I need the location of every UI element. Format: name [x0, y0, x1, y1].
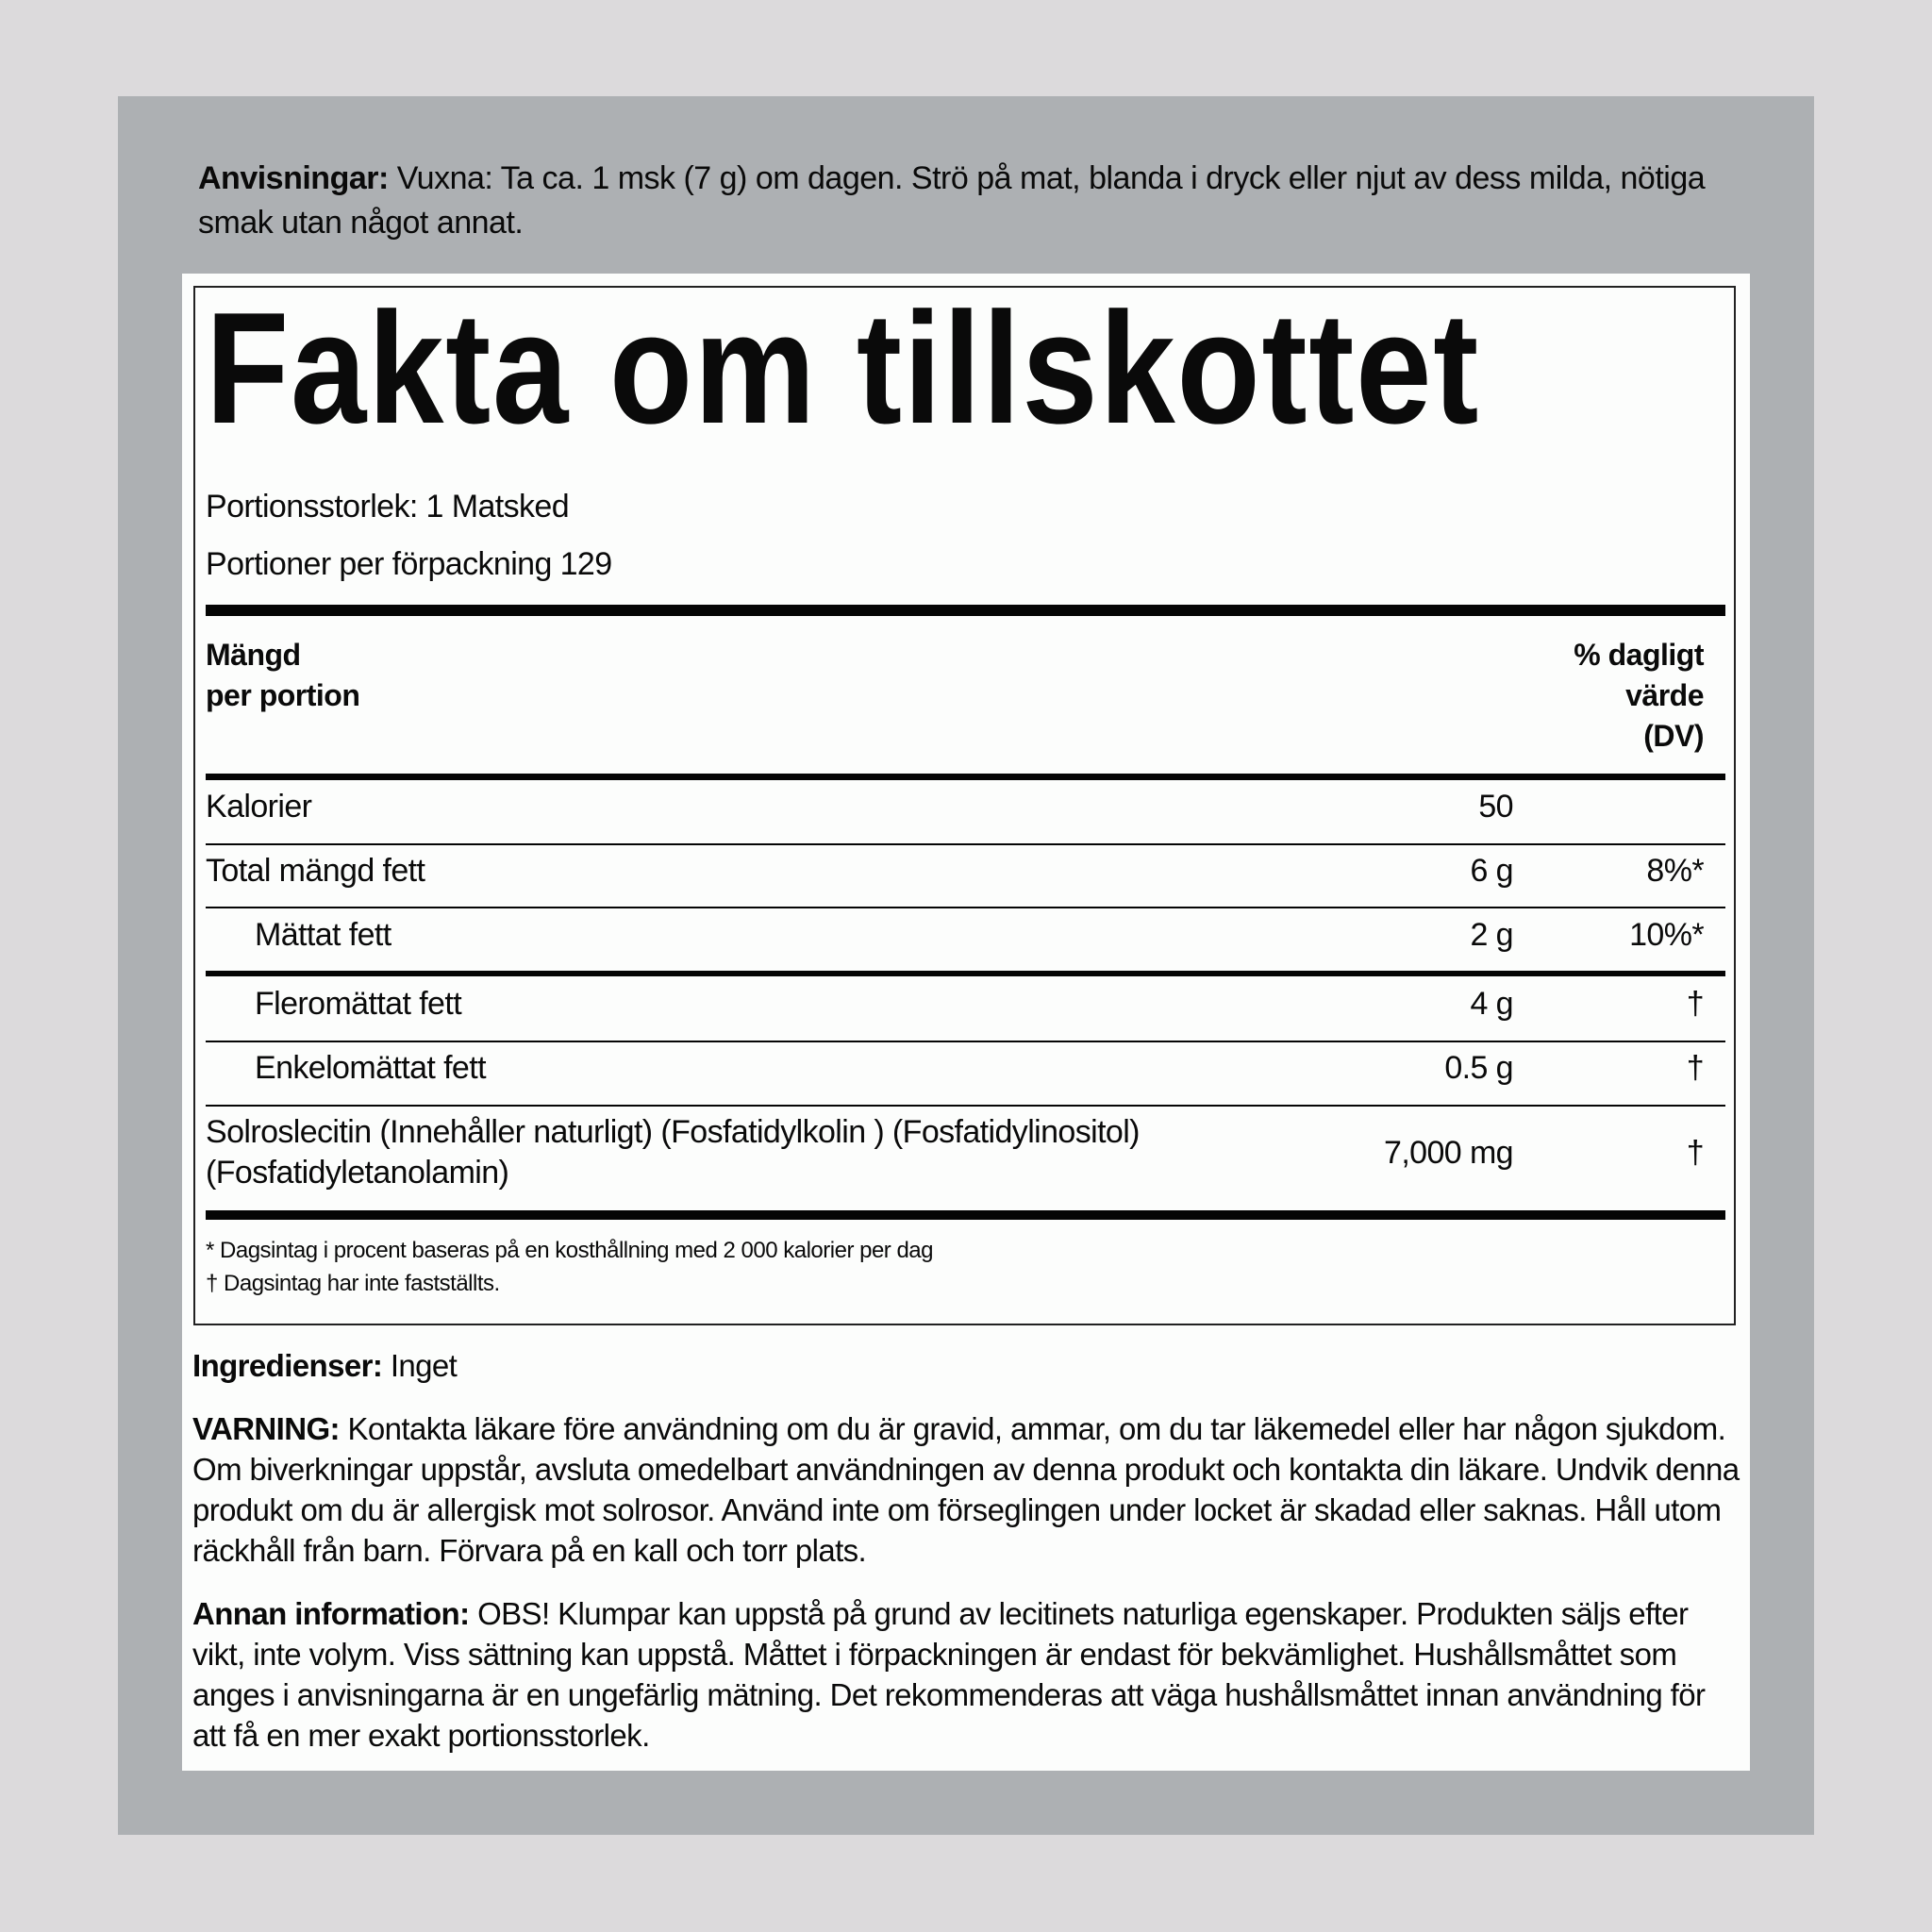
ingredients-text: Inget	[382, 1348, 458, 1383]
header-dv-line2: värde	[1625, 678, 1704, 712]
row-amount: 7,000 mg	[1384, 1135, 1513, 1171]
row-name: Enkelomättat fett	[255, 1050, 486, 1086]
row-dv: †	[1686, 986, 1704, 1022]
facts-title: Fakta om tillskottet	[206, 279, 1481, 457]
footnote-dagger: † Dagsintag har inte fastställts.	[206, 1271, 500, 1296]
servings-per-container: Portioner per förpackning 129	[206, 546, 612, 582]
divider-thin	[206, 843, 1725, 845]
other-info-label: Annan information:	[192, 1596, 470, 1631]
row-dv: 10%*	[1629, 917, 1704, 953]
divider-mid	[206, 774, 1725, 780]
directions-body: Vuxna: Ta ca. 1 msk (7 g) om dagen. Strö på mat, blanda i dryck eller njut av dess milda, nötiga smak utan något annat.	[198, 160, 1706, 241]
row-amount: 50	[1478, 789, 1513, 824]
divider-thin	[206, 907, 1725, 908]
ingredients	[192, 1345, 1740, 1386]
row-name: Fleromättat fett	[255, 986, 462, 1022]
warning-label: VARNING:	[192, 1411, 340, 1446]
divider-thin	[206, 1105, 1725, 1107]
divider-thick	[206, 605, 1725, 616]
serving-size: Portionsstorlek: 1 Matsked	[206, 489, 570, 525]
header-dv-line3: (DV)	[1643, 719, 1704, 753]
row-amount: 2 g	[1470, 917, 1513, 953]
row-amount: 0.5 g	[1444, 1050, 1513, 1086]
other-info	[192, 1593, 1740, 1756]
directions-text	[198, 157, 1764, 245]
divider-thin	[206, 1041, 1725, 1042]
warning-text: Kontakta läkare före användning om du är gravid, ammar, om du tar läkemedel eller har någon sjukdom. Om biverkningar uppstår, avsluta omedelbart användningen av denna produkt och kontakta din läkare. Undvik denna produkt om du är allergisk mot solrosor. Använd inte om förseglingen under locket är skadad eller saknas. Håll utom räckhåll från barn. Förvara på en kall och torr plats.	[192, 1411, 1740, 1568]
divider-thick	[206, 1210, 1725, 1220]
row-name: Mättat fett	[255, 917, 391, 953]
directions-label: Anvisningar:	[198, 160, 389, 196]
header-dv-line1: % dagligt	[1574, 638, 1704, 672]
ingredients-label: Ingredienser:	[192, 1348, 383, 1383]
row-name: Total mängd fett	[206, 853, 425, 889]
row-amount: 6 g	[1470, 853, 1513, 889]
row-amount: 4 g	[1470, 986, 1513, 1022]
row-name: Kalorier	[206, 789, 312, 824]
row-dv: †	[1686, 1135, 1704, 1171]
row-dv: †	[1686, 1050, 1704, 1086]
warning	[192, 1408, 1740, 1571]
header-amount-line2: per portion	[206, 678, 360, 712]
header-amount-line1: Mängd	[206, 638, 301, 672]
other-info-text: OBS! Klumpar kan uppstå på grund av lecitinets naturliga egenskaper. Produkten säljs efter vikt, inte volym. Viss sättning kan uppstå. Måttet i förpackningen är endast för bekvämlighet. Hushållsmåttet som anges i anvisningarna är en ungefärlig mätning. Det rekommenderas att väga hushållsmåttet innan användning för att få en mer exakt portionsstorlek.	[192, 1596, 1706, 1753]
row-dv: 8%*	[1646, 853, 1704, 889]
row-name-line1: Solroslecitin (Innehåller naturligt) (Fosfatidylkolin ) (Fosfatidylinositol)	[206, 1114, 1140, 1150]
divider-mid	[206, 971, 1725, 976]
row-name-line2: (Fosfatidyletanolamin)	[206, 1155, 509, 1191]
footnote-dv: * Dagsintag i procent baseras på en kosthållning med 2 000 kalorier per dag	[206, 1238, 933, 1263]
